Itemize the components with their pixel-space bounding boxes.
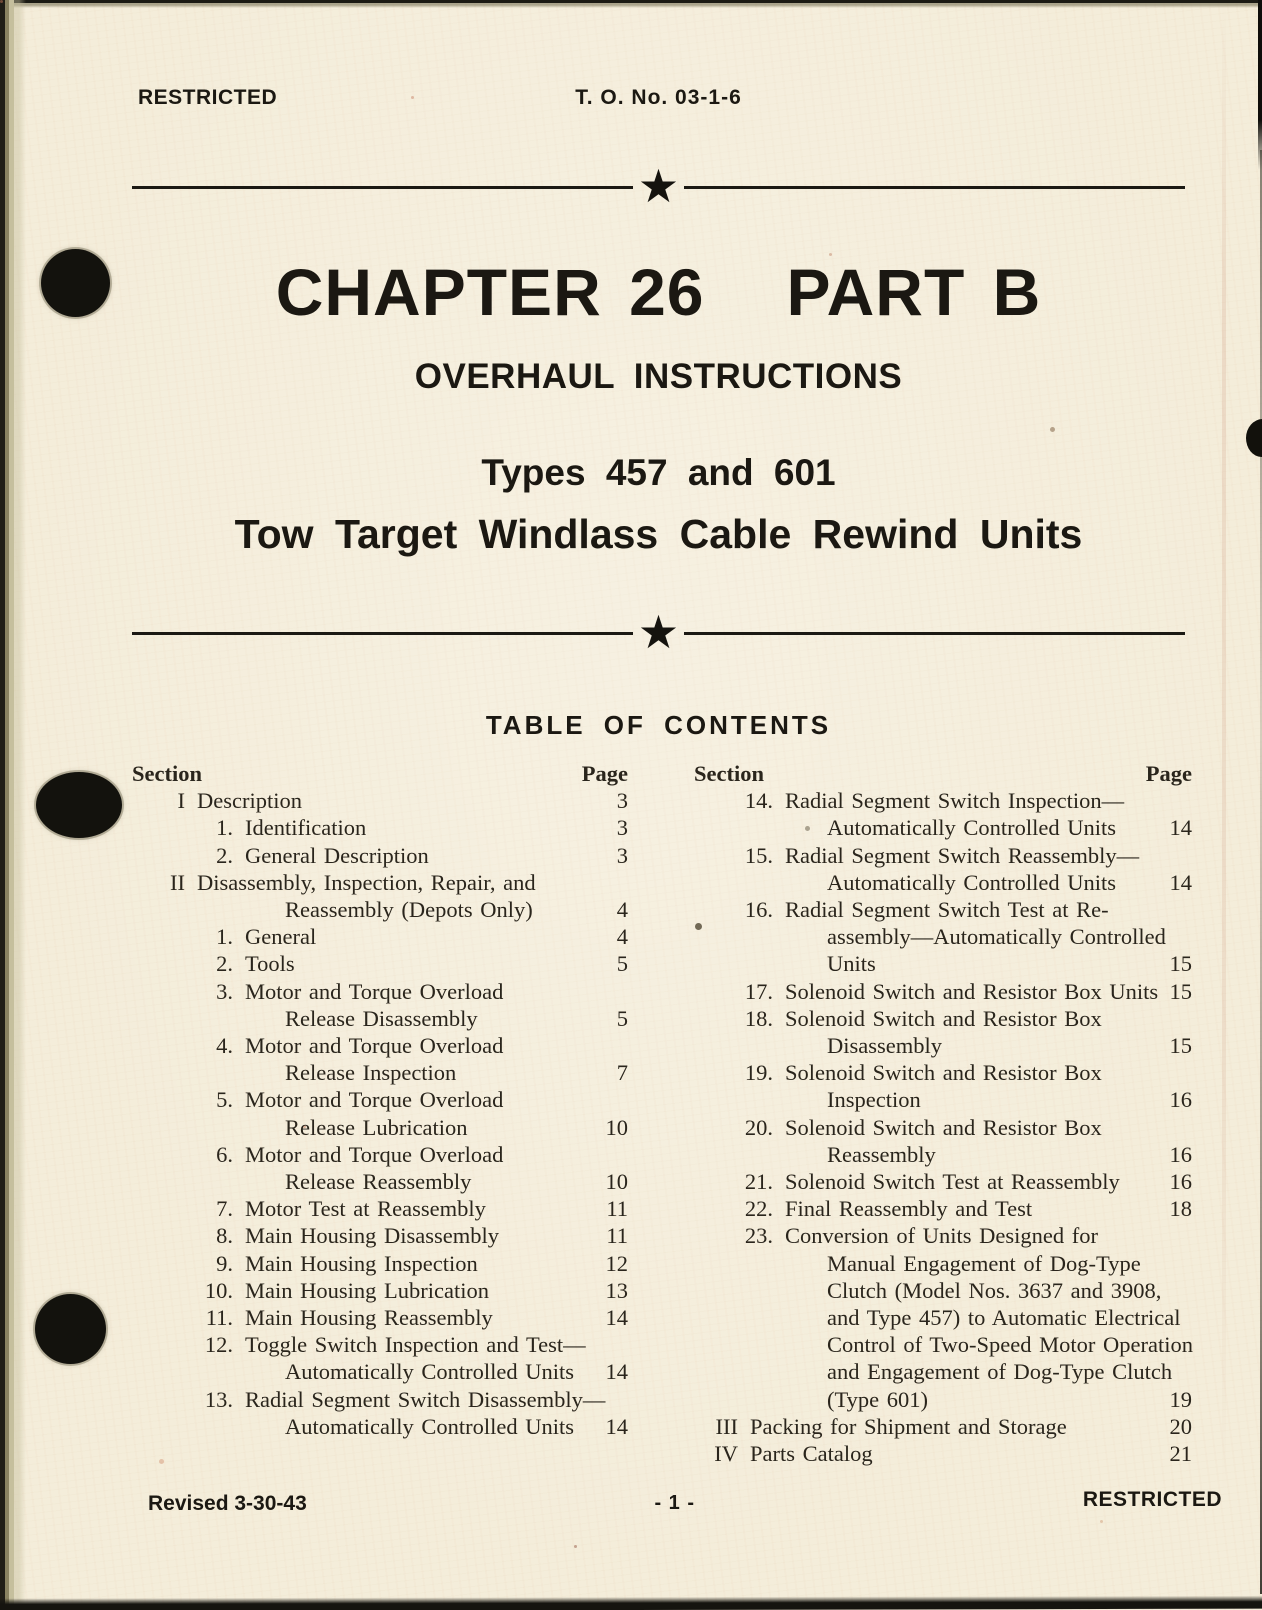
toc-item-page: 4 [616,924,628,950]
toc-item-page: 10 [605,1169,628,1195]
punch-hole [35,1294,106,1364]
types-line: Types 457 and 601 [481,452,836,493]
toc-item-text: Solenoid Switch and Resistor Box Units [785,978,1159,1004]
toc-item-number: 16. [744,897,773,923]
toc-item-number: 20. [744,1114,773,1140]
toc-item-text: Automatically Controlled Units [827,815,1116,841]
toc-item-text: Radial Segment Switch Reassembly— [785,842,1140,868]
toc-item-text: Release Reassembly [285,1169,472,1195]
toc-item-text: Parts Catalog [750,1441,873,1467]
toc-row [132,842,628,869]
toc-item-page [1182,1250,1192,1277]
toc-item-page [1182,842,1192,869]
toc-item-page: 14 [605,1305,628,1331]
toc-page-header: Page [581,761,628,786]
toc-item-text: Main Housing Inspection [245,1250,478,1276]
toc-row [694,1086,1192,1113]
toc-item-page [1182,896,1192,923]
toc-item-page: 15 [1169,978,1192,1004]
toc-row [132,1114,628,1141]
page-header [132,86,1185,116]
toc-row [694,896,1192,923]
toc-item-page: 5 [616,1005,628,1031]
toc-item-page: 13 [605,1277,628,1303]
toc-row [694,1141,1192,1168]
star-divider-top: ★ [132,186,1185,189]
toc-item-page: 11 [606,1223,628,1249]
revised-date: Revised 3-30-43 [148,1492,307,1515]
toc-item-number: 17. [744,978,773,1004]
toc-item-text: assembly—Automatically Controlled [827,924,1166,950]
toc-item-number: 4. [216,1033,233,1059]
scan-edge-right-sliver [1258,0,1262,170]
toc-item-page: 14 [1169,869,1192,895]
toc-item-text: Clutch (Model Nos. 3637 and 3908, [827,1277,1162,1303]
toc-item-text: Description [197,788,302,814]
page-footer [148,1488,1222,1522]
toc-column-header [132,760,628,787]
toc-item-text: Manual Engagement of Dog-Type [827,1250,1141,1276]
toc-item-text: Release Lubrication [285,1114,468,1140]
toc-item-text: Motor and Torque Overload [245,1087,504,1113]
toc-item-number: II [170,869,185,895]
toc-items [132,787,628,1440]
toc-row [694,1032,1192,1059]
toc-item-text: Units [827,951,876,977]
toc-row [132,869,628,896]
toc-item-page: 4 [616,897,628,923]
toc-row [132,923,628,950]
toc-row [132,1141,628,1168]
toc-item-page: 3 [616,788,628,814]
toc-item-page: 15 [1169,951,1192,977]
toc-item-page [1182,1358,1192,1385]
rule-line [132,186,633,189]
toc-item-page [1182,1222,1192,1249]
toc-item-text: Automatically Controlled Units [285,1359,574,1385]
toc-row [132,1413,628,1440]
toc-page-header: Page [1145,761,1192,786]
toc-row [132,896,628,923]
toc-item-text: Solenoid Switch and Resistor Box [785,1114,1102,1140]
toc-row [132,1358,628,1385]
toc-item-page [1193,1331,1203,1358]
toc-item-text: Final Reassembly and Test [785,1196,1033,1222]
toc-row [694,1358,1192,1385]
toc-item-text: Disassembly, Inspection, Repair, and [197,869,536,895]
toc-item-page [1182,787,1192,814]
toc-item-number: 13. [204,1386,233,1412]
toc-item-page: 10 [605,1114,628,1140]
toc-item-page: 14 [605,1359,628,1385]
toc-row [694,1413,1192,1440]
toc-item-page [1182,1114,1192,1141]
toc-row [694,978,1192,1005]
toc-row [694,787,1192,814]
toc-item-number: III [715,1413,738,1439]
toc-item-number: 2. [216,951,233,977]
toc-item-page: 19 [1169,1386,1192,1412]
toc-item-text: Motor Test at Reassembly [245,1196,486,1222]
toc-item-text: Packing for Shipment and Storage [750,1413,1067,1439]
toc-item-text: Identification [245,815,367,841]
toc-item-text: Conversion of Units Designed for [785,1223,1098,1249]
toc-item-text: General [245,924,317,950]
toc-row [132,1304,628,1331]
toc-item-page: 18 [1169,1196,1192,1222]
toc-row [132,978,628,1005]
scan-edge-top [0,0,1262,8]
toc-row [132,950,628,977]
toc-row [694,1114,1192,1141]
toc-item-text: General Description [245,842,429,868]
toc-row [132,1386,628,1413]
paper-crease [1222,0,1226,1500]
toc-item-number: 19. [744,1060,773,1086]
toc-item-number: 1. [216,924,233,950]
toc-column [132,760,628,1440]
toc-row [694,1005,1192,1032]
toc-section-header: Section [132,761,202,786]
punch-hole [41,249,110,317]
rule-line [684,186,1185,189]
toc-item-text: Control of Two-Speed Motor Operation [827,1332,1193,1358]
toc-row [132,1059,628,1086]
toc-item-page [618,1331,628,1358]
toc-item-page: 12 [605,1250,628,1276]
toc-item-text: Main Housing Reassembly [245,1305,493,1331]
toc-item-number: 2. [216,842,233,868]
technical-order-number: T. O. No. 03-1-6 [575,86,742,109]
toc-item-page [618,1141,628,1168]
toc-item-page: 16 [1169,1141,1192,1167]
toc-item-number: 11. [205,1305,233,1331]
toc-item-page: 3 [616,842,628,868]
punch-hole [36,772,122,838]
toc-row [132,787,628,814]
toc-row [694,1304,1192,1331]
toc-item-number: 6. [216,1141,233,1167]
toc-heading: TABLE OF CONTENTS [485,710,832,740]
scan-edge-ink-mark [1246,419,1262,457]
toc-item-page [1182,1277,1192,1304]
toc-item-number: I [177,788,185,814]
toc-item-number: 23. [744,1223,773,1249]
toc-row [694,1222,1192,1249]
toc-row [694,1250,1192,1277]
rule-line [684,632,1185,635]
classification-bottom: RESTRICTED [1082,1488,1222,1511]
toc-item-text: Solenoid Switch Test at Reassembly [785,1169,1120,1195]
toc-item-page [618,1086,628,1113]
overhaul-subtitle: OVERHAUL INSTRUCTIONS [414,357,903,396]
toc-row [694,1386,1192,1413]
toc-item-text: Release Inspection [285,1060,457,1086]
toc-item-text: Reassembly (Depots Only) [285,897,533,923]
toc-item-text: Motor and Torque Overload [245,1033,504,1059]
toc-row [132,1005,628,1032]
toc-row [694,950,1192,977]
toc-item-number: 18. [744,1005,773,1031]
toc-row [132,1250,628,1277]
star-divider-bottom: ★ [132,632,1185,635]
page-number: - 1 - [654,1492,695,1514]
toc-item-number: 22. [744,1196,773,1222]
toc-item-number: 21. [744,1169,773,1195]
toc-item-page [618,1032,628,1059]
toc-item-page: 5 [616,951,628,977]
toc-item-page: 16 [1169,1087,1192,1113]
toc-item-text: Inspection [827,1087,921,1113]
rule-line [132,632,633,635]
toc-item-text: Main Housing Disassembly [245,1223,499,1249]
paper-speckles [0,0,3,3]
toc-item-page [618,978,628,1005]
toc-item-text: Solenoid Switch and Resistor Box [785,1060,1102,1086]
toc-item-text: Disassembly [827,1033,942,1059]
toc-item-page: 16 [1169,1169,1192,1195]
toc-item-text: Tools [245,951,295,977]
toc-item-text: Radial Segment Switch Disassembly— [245,1386,606,1412]
toc-row [694,1168,1192,1195]
toc-item-text: Radial Segment Switch Inspection— [785,788,1125,814]
chapter-title: CHAPTER 26 PART B [275,255,1042,329]
toc-item-text: Main Housing Lubrication [245,1277,489,1303]
toc-item-page [618,1386,628,1413]
toc-section-header: Section [694,761,764,786]
toc-item-page: 7 [616,1060,628,1086]
toc-row [132,1277,628,1304]
toc-row [694,1195,1192,1222]
toc-item-text: Release Disassembly [285,1005,478,1031]
toc-item-text: Motor and Torque Overload [245,1141,504,1167]
toc-row [694,923,1192,950]
toc-item-text: (Type 601) [827,1386,929,1412]
toc-row [694,1059,1192,1086]
toc-item-number: 10. [204,1277,233,1303]
toc-item-number: 1. [216,815,233,841]
toc-item-text: and Engagement of Dog-Type Clutch [827,1359,1173,1385]
toc-item-page [618,869,628,896]
toc-item-page: 21 [1169,1441,1192,1467]
toc-item-text: Automatically Controlled Units [827,869,1116,895]
toc-item-number: 15. [744,842,773,868]
toc-item-text: and Type 457) to Automatic Electrical [827,1305,1181,1331]
toc-row [132,1032,628,1059]
toc-item-text: Reassembly [827,1141,936,1167]
scan-edge-bottom [0,1593,1262,1610]
toc-item-page [1182,1005,1192,1032]
toc-item-number: 9. [216,1250,233,1276]
toc-row [694,842,1192,869]
toc-item-number: 5. [216,1087,233,1113]
toc-item-text: Toggle Switch Inspection and Test— [245,1332,586,1358]
toc-row [132,1168,628,1195]
toc-item-page [1182,1059,1192,1086]
toc-row [694,1440,1192,1467]
toc-row [694,1277,1192,1304]
toc-row [132,814,628,841]
toc-item-number: IV [714,1441,738,1467]
toc-row [132,1331,628,1358]
toc-item-number: 7. [216,1196,233,1222]
toc-row [132,1222,628,1249]
toc-item-number: 12. [204,1332,233,1358]
toc-items [694,787,1192,1467]
product-title: Tow Target Windlass Cable Rewind Units [234,511,1083,557]
toc-item-number: 8. [216,1223,233,1249]
toc-row [694,869,1192,896]
toc-item-page [1182,1304,1192,1331]
classification-top: RESTRICTED [138,86,278,109]
toc-item-page: 20 [1169,1413,1192,1439]
toc-item-number: 3. [216,978,233,1004]
toc-item-number: 14. [744,788,773,814]
toc-item-page: 15 [1169,1033,1192,1059]
toc-column-header [694,760,1192,787]
toc-item-page: 14 [605,1413,628,1439]
toc-row [694,1331,1192,1358]
toc-item-text: Solenoid Switch and Resistor Box [785,1005,1102,1031]
toc-row [132,1086,628,1113]
toc-item-text: Automatically Controlled Units [285,1413,574,1439]
toc-column [694,760,1192,1467]
toc-row [132,1195,628,1222]
toc-row [694,814,1192,841]
toc-item-page [1182,923,1192,950]
toc-item-page: 11 [606,1196,628,1222]
toc-item-page: 3 [616,815,628,841]
toc-item-text: Radial Segment Switch Test at Re- [785,897,1109,923]
toc-item-text: Motor and Torque Overload [245,978,504,1004]
scan-edge-left [0,0,26,1610]
toc-item-page: 14 [1169,815,1192,841]
